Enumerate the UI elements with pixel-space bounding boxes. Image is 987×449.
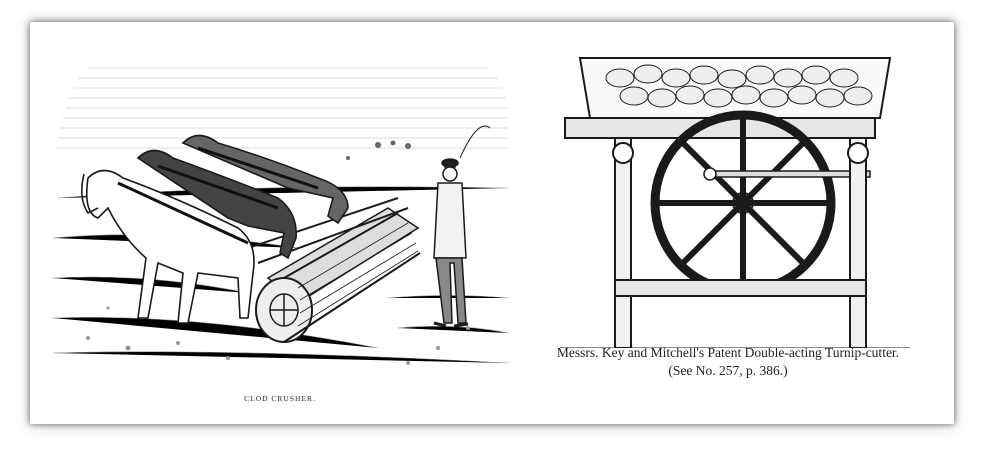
turnip-cutter-caption: Messrs. Key and Mitchell's Patent Double-acting Turnip-cutter. (556, 345, 900, 360)
page-sheet (30, 22, 954, 424)
turnip-cutter-reference: (See No. 257, p. 386.) (668, 363, 788, 378)
clod-crusher-caption: CLOD CRUSHER. (244, 394, 316, 403)
clod-crusher-engraving (48, 48, 512, 386)
turnip-cutter-engraving (560, 48, 910, 348)
